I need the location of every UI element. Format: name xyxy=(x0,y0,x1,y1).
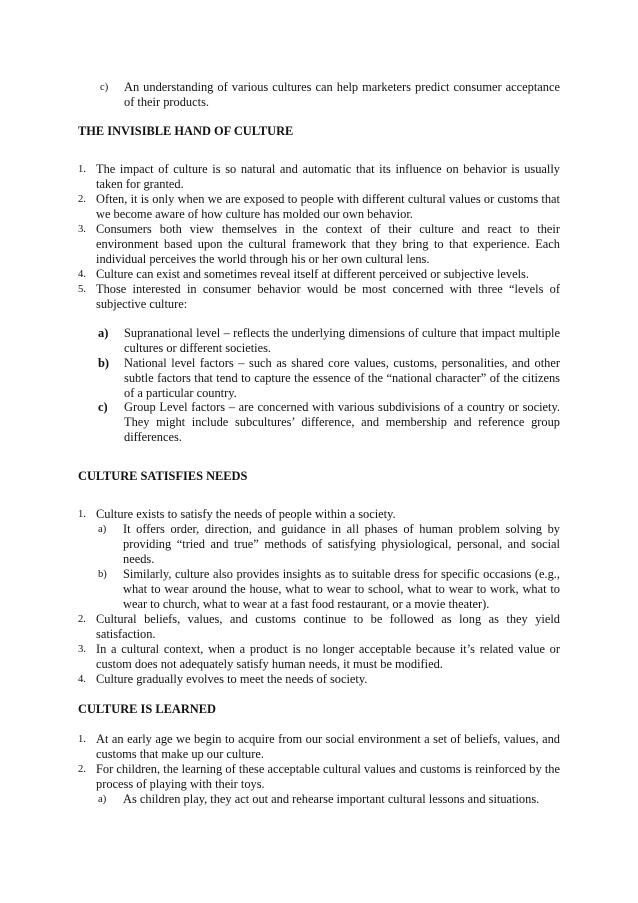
sub-list-item xyxy=(78,567,560,612)
list-item xyxy=(78,612,560,642)
list-item xyxy=(78,762,560,792)
list-number: 1. xyxy=(78,509,86,520)
intro-list-item xyxy=(78,80,560,110)
list-item xyxy=(78,222,560,267)
sub-list-label: a) xyxy=(98,326,109,340)
sub-list-text: Supranational level – reflects the underlying dimensions of culture that impact multiple cultures or different societies. xyxy=(124,326,560,355)
list-number: 2. xyxy=(78,764,86,775)
list-number: 2. xyxy=(78,194,86,205)
list-number: 4. xyxy=(78,674,86,685)
list-item xyxy=(78,267,560,282)
sub-list-text: Group Level factors – are concerned with various subdivisions of a country or society. They might include subcultures’ difference, and membership and reference group differences. xyxy=(124,400,560,444)
list-text: Cultural beliefs, values, and customs continue to be followed as long as they yield satisfaction. xyxy=(96,612,560,641)
sub-list-text: As children play, they act out and rehearse important cultural lessons and situations. xyxy=(123,792,540,806)
sub-list-label: a) xyxy=(98,794,107,805)
list-text: At an early age we begin to acquire from our social environment a set of beliefs, values, and customs that make up our culture. xyxy=(96,732,560,761)
list-text: Those interested in consumer behavior would be most concerned with three “levels of subjective culture: xyxy=(96,282,560,311)
list-number: 5. xyxy=(78,284,86,295)
section-heading-culture-learned: CULTURE IS LEARNED xyxy=(78,702,216,716)
list-item xyxy=(78,282,560,312)
sub-list-item xyxy=(78,792,560,807)
list-text: In a cultural context, when a product is no longer acceptable because it’s related value or custom does not adequately satisfy human needs, it must be modified. xyxy=(96,642,560,671)
sub-list-text: Similarly, culture also provides insights as to suitable dress for specific occasions (e.g., what to wear around the house, what to wear to school, what to wear to work, what to wear to church, what to wear at a fast food restaurant, or a movie theater). xyxy=(123,567,560,611)
list-item xyxy=(78,672,560,687)
sub-list-label: c) xyxy=(98,400,108,414)
sub-list-text: National level factors – such as shared core values, customs, personalities, and other subtle factors that tend to capture the essence of the “national character” of the citizens of a particular country. xyxy=(124,356,560,400)
sub-list-item xyxy=(78,356,560,401)
list-number: 1. xyxy=(78,734,86,745)
list-item xyxy=(78,507,560,522)
list-number: 4. xyxy=(78,269,86,280)
section-heading-satisfies-needs: CULTURE SATISFIES NEEDS xyxy=(78,469,248,483)
list-item xyxy=(78,732,560,762)
list-item xyxy=(78,162,560,192)
list-text: The impact of culture is so natural and automatic that its influence on behavior is usually taken for granted. xyxy=(96,162,560,191)
list-number: 1. xyxy=(78,164,86,175)
list-label: c) xyxy=(100,82,109,93)
sub-list-item xyxy=(78,400,560,445)
list-text: Consumers both view themselves in the context of their culture and react to their environment based upon the cultural framework that they bring to that experience. Each individual perceives the world through his or her own cultural lens. xyxy=(96,222,560,266)
sub-list-label: a) xyxy=(98,524,107,535)
list-text: Culture gradually evolves to meet the needs of society. xyxy=(96,672,368,686)
list-text: Culture exists to satisfy the needs of people within a society. xyxy=(96,507,396,521)
sub-list-text: It offers order, direction, and guidance in all phases of human problem solving by providing “tried and true” methods of satisfying physiological, personal, and social needs. xyxy=(123,522,560,566)
sub-list-label: b) xyxy=(98,356,110,370)
list-number: 3. xyxy=(78,644,86,655)
list-item xyxy=(78,192,560,222)
list-text: Often, it is only when we are exposed to people with different cultural values or customs that we become aware of how culture has molded our own behavior. xyxy=(96,192,560,221)
list-text: An understanding of various cultures can help marketers predict consumer acceptance of their products. xyxy=(124,80,560,109)
list-number: 3. xyxy=(78,224,86,235)
list-item xyxy=(78,642,560,672)
section-heading-invisible-hand: THE INVISIBLE HAND OF CULTURE xyxy=(78,124,294,138)
list-text: For children, the learning of these acceptable cultural values and customs is reinforced by the process of playing with their toys. xyxy=(96,762,560,791)
list-text: Culture can exist and sometimes reveal itself at different perceived or subjective levels. xyxy=(96,267,529,281)
sub-list-item xyxy=(78,326,560,356)
sub-list-label: b) xyxy=(98,569,107,580)
list-number: 2. xyxy=(78,614,86,625)
sub-list-item xyxy=(78,522,560,567)
